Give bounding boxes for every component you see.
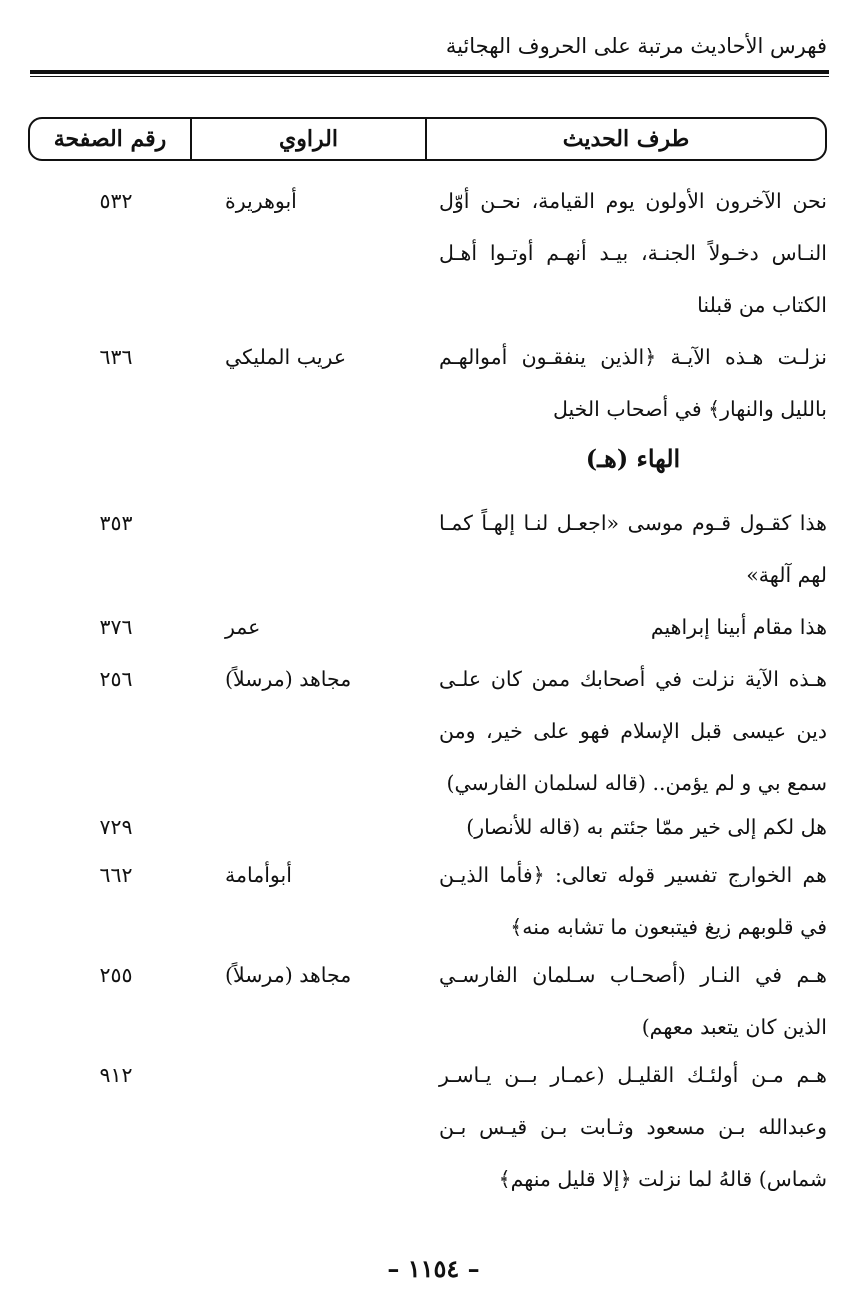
narrator-name: مجاهد (مرسلاً) bbox=[225, 963, 352, 987]
hadith-text: هم الخوارج تفسير قوله تعالى: ﴿فأما الذيـن في قلوبهم زيغ فيتبعون ما تشابه منه﴾ bbox=[439, 863, 827, 939]
page-reference: ٧٢٩ bbox=[99, 815, 133, 839]
column-header-page: رقم الصفحة bbox=[53, 126, 167, 152]
narrator-name: أبوأمامة bbox=[225, 863, 292, 887]
hadith-text: هـذه الآية نزلت في أصحابك ممن كان علـى دين عيسى قبل الإسلام فهو على خير، ومن سمع بي و لم يؤمن.. (قاله لسلمان الفارسي) bbox=[439, 667, 827, 795]
page-reference: ٩١٢ bbox=[99, 1063, 133, 1087]
section-heading bbox=[40, 444, 827, 473]
section-heading-text: الهاء (هـ) bbox=[585, 444, 681, 473]
hadith-text: هـم في النـار (أصحـاب سـلمان الفارسـي الذين كان يتعبد معهم) bbox=[439, 963, 827, 1039]
hadith-text: هذا مقام أبينا إبراهيم bbox=[650, 615, 827, 639]
page-reference: ٣٥٣ bbox=[99, 511, 133, 535]
header-rule bbox=[30, 70, 829, 74]
page-reference: ٣٧٦ bbox=[99, 615, 133, 639]
narrator-name: عمر bbox=[225, 615, 261, 639]
running-header: فهرس الأحاديث مرتبة على الحروف الهجائية bbox=[445, 34, 827, 58]
page-reference: ٦٦٢ bbox=[99, 863, 133, 887]
hadith-text: نحن الآخرون الأولون يوم القيامة، نحـن أوّل النـاس دخـولاً الجنـة، بيـد أنهـم أوتـوا أهـل الكتاب من قبلنا bbox=[439, 189, 827, 317]
page-reference: ٢٥٥ bbox=[99, 963, 133, 987]
narrator-name: مجاهد (مرسلاً) bbox=[225, 667, 352, 691]
header-rule-thin bbox=[30, 76, 829, 77]
column-header-hadith: طرف الحديث bbox=[425, 119, 825, 159]
column-header-narrator: الراوي bbox=[190, 119, 425, 159]
page-number: – ١١٥٤ – bbox=[387, 1254, 480, 1283]
hadith-text: هـم مـن أولئـك القليـل (عمـار بــن يـاسـر وعبدالله بـن مسعود وثـابت بـن قيـس بـن شماس) قالهُ لما نزلت ﴿إلا قليل منهم﴾ bbox=[439, 1063, 827, 1191]
narrator-name: أبوهريرة bbox=[225, 189, 297, 213]
page-reference: ٥٣٢ bbox=[99, 189, 133, 213]
page-reference: ٢٥٦ bbox=[99, 667, 133, 691]
hadith-text: نزلـت هـذه الآيـة ﴿الذين ينفقـون أموالهـم بالليل والنهار﴾ في أصحاب الخيل bbox=[439, 345, 827, 421]
hadith-text: هذا كقـول قـوم موسى «اجعـل لنـا إلهـاً كمـا لهم آلهة» bbox=[439, 511, 827, 587]
hadith-text: هل لكم إلى خير ممّا جئتم به (قاله للأنصار) bbox=[466, 815, 827, 839]
page-reference: ٦٣٦ bbox=[99, 345, 133, 369]
narrator-name: عريب المليكي bbox=[225, 345, 347, 369]
column-header-box bbox=[28, 117, 827, 161]
